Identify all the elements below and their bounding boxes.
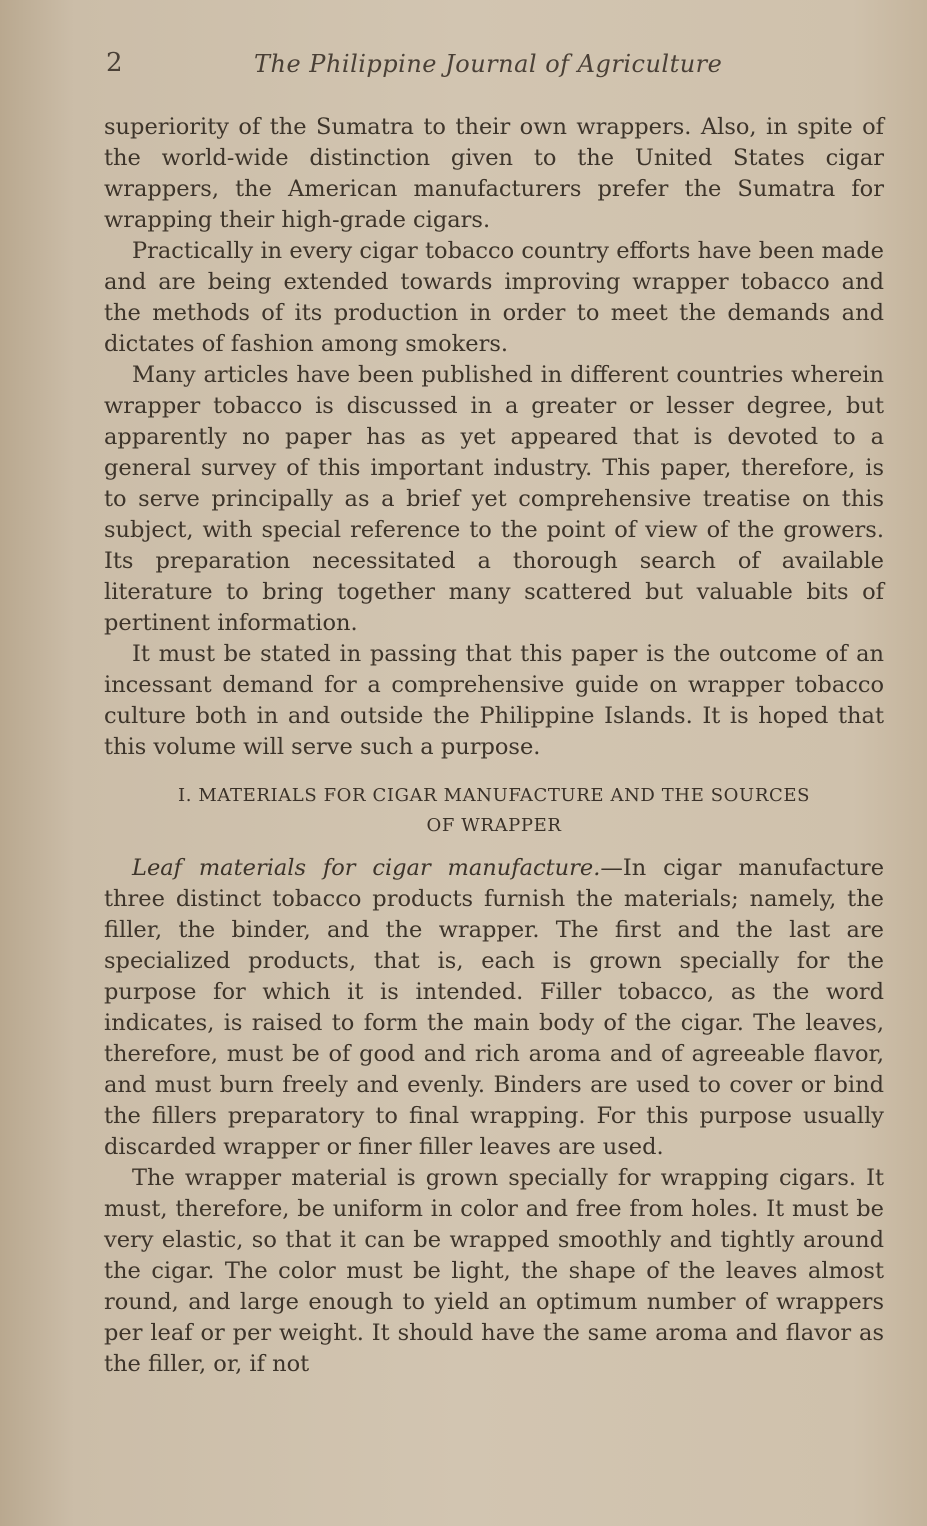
paragraph-6: The wrapper material is grown specially for wrapping cigars. It must, therefore, be uniform in color and free from holes. It must be very elastic, so that it can be wrapped smoothly and tightly around the cigar. The color must be light, the shape of the leaves almost round, and large enough to yield an optimum number of wrappers per leaf or per weight. It should have the same aroma and flavor as the filler, or, if not <box>104 1165 884 1377</box>
section-heading-line-1: I. MATERIALS FOR CIGAR MANUFACTURE AND THE SOURCES <box>177 785 811 806</box>
page-number: 2 <box>106 48 123 78</box>
run-in-title: Leaf materials for cigar manufacture. <box>132 855 601 881</box>
paragraph-5-text: —In cigar manufacture three distinct tobacco products furnish the materials; namely, the filler, the binder, and the wrapper. The first and the last are specialized products, that is, each is grown specially for the purpose for which it is intended. Filler tobacco, as the word indicates, is raised to form the main body of the cigar. The leaves, therefore, must be of good and rich aroma and of agreeable flavor, and must burn freely and evenly. Binders are used to cover or bind the fillers preparatory to final wrapping. For this purpose usually discarded wrapper or finer filler leaves are used. <box>104 855 885 1160</box>
paragraph-1: superiority of the Sumatra to their own wrappers. Also, in spite of the world-wide distinction given to the United States cigar wrappers, the American manufacturers prefer the Sumatra for wrapping their high-grade cigars. <box>104 114 884 233</box>
running-head <box>106 48 746 88</box>
paragraph-2: Practically in every cigar tobacco country efforts have been made and are being extended towards improving wrapper tobacco and the methods of its production in order to meet the demands and dictates of fashion among smokers. <box>104 238 884 357</box>
section-heading-line-2: OF WRAPPER <box>426 815 562 836</box>
paragraph-4: It must be stated in passing that this paper is the outcome of an incessant demand for a comprehensive guide on wrapper tobacco culture both in and outside the Philippine Islands. It is hoped that this volume will serve such a purpose. <box>104 641 884 760</box>
journal-title: The Philippine Journal of Agriculture <box>254 50 723 78</box>
section-heading <box>104 781 884 841</box>
paragraph-3: Many articles have been published in different countries wherein wrapper tobacco is discussed in a greater or lesser degree, but apparently no paper has as yet appeared that is devoted to a general survey of this important industry. This paper, therefore, is to serve principally as a brief yet comprehensive treatise on this subject, with special reference to the point of view of the growers. Its preparation necessitated a thorough search of available literature to bring together many scattered but valuable bits of pertinent information. <box>104 362 884 636</box>
body-text <box>104 112 884 1380</box>
paragraph-5 <box>104 853 884 1163</box>
